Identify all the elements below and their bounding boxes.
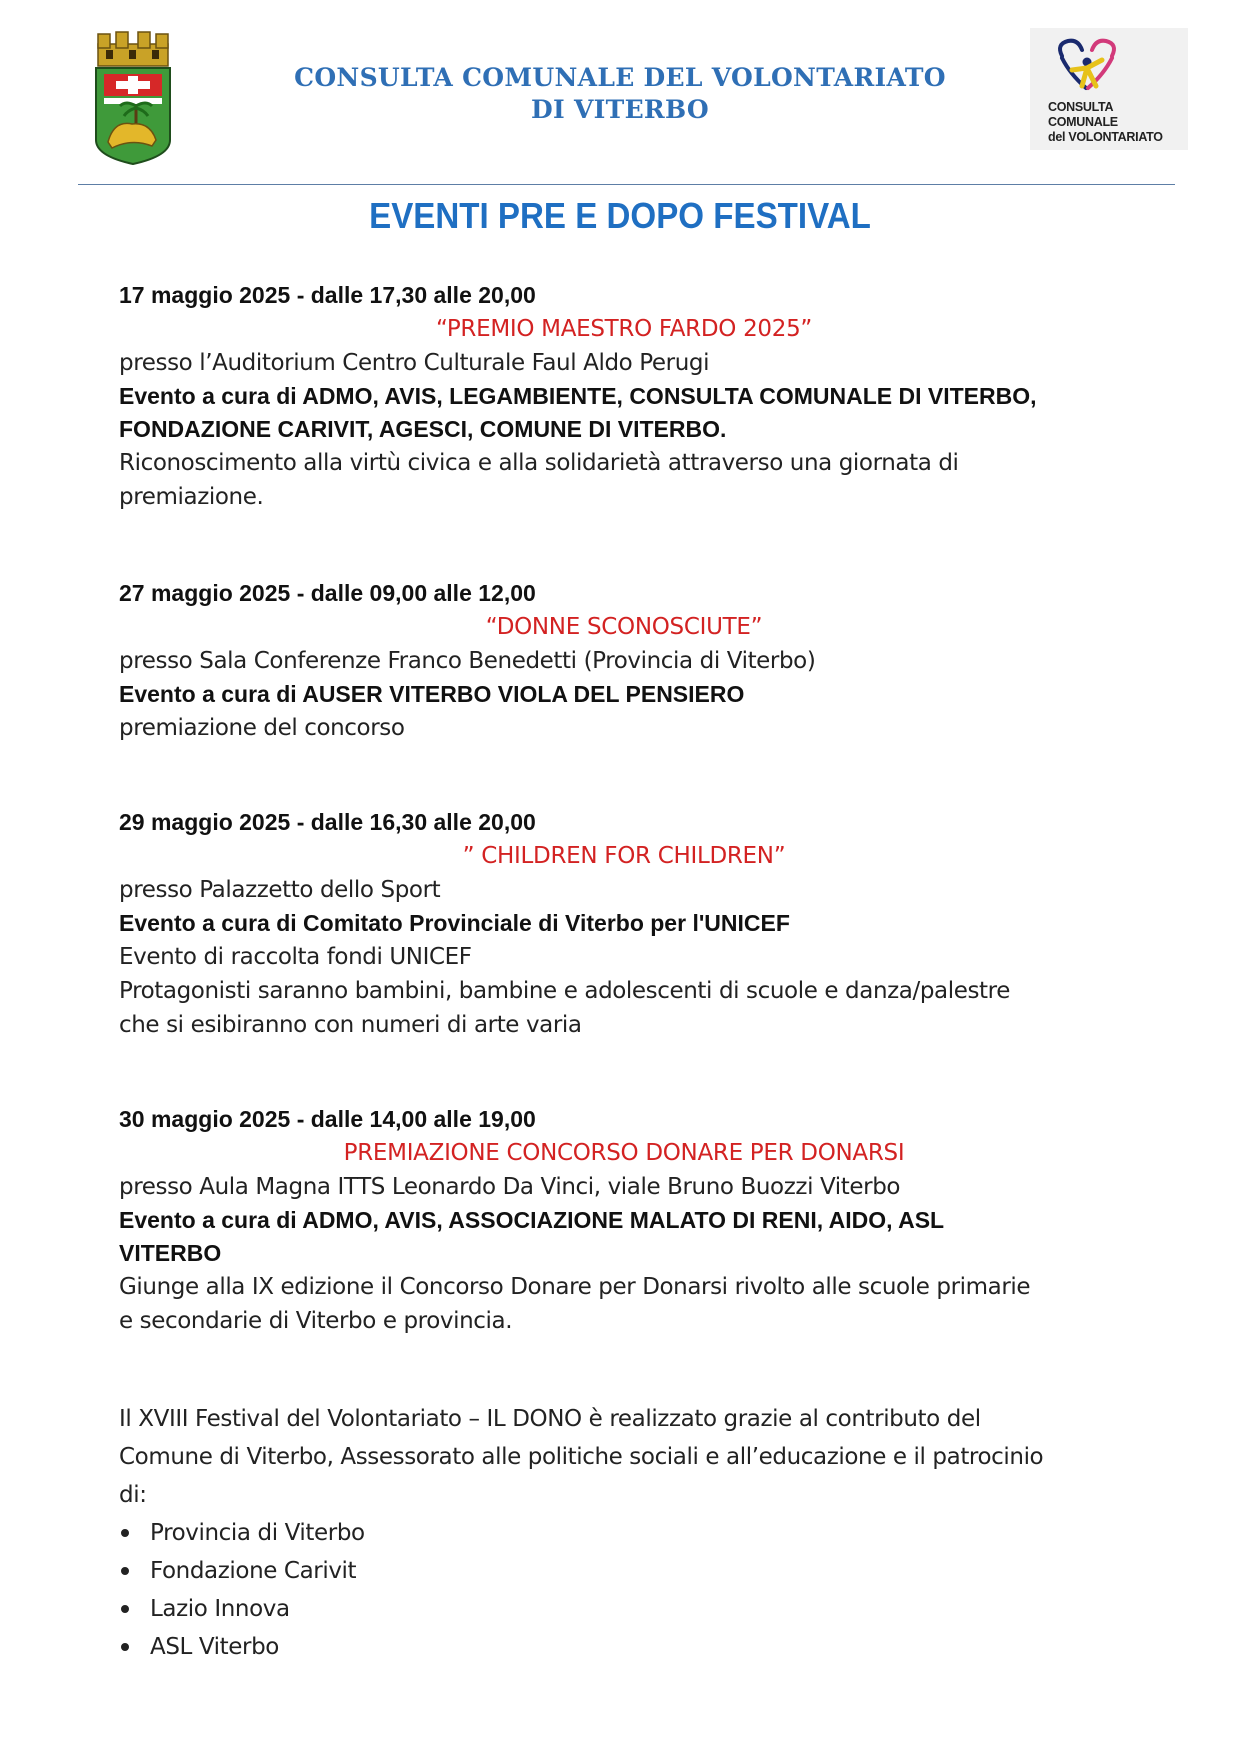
- heart-figure-logo-icon: [1052, 36, 1122, 98]
- organization-name-line2: DI VITERBO: [531, 95, 709, 124]
- closing-line: Comune di Viterbo, Assessorato alle politiche sociali e all’educazione e il patrocinio: [119, 1444, 1044, 1470]
- organization-name-line1: CONSULTA COMUNALE DEL VOLONTARIATO: [294, 63, 946, 92]
- list-item: [119, 1628, 1129, 1666]
- event-description-cont: e secondarie di Viterbo e provincia.: [119, 1308, 513, 1334]
- event-item: [119, 1102, 1129, 1338]
- patron-name: ASL Viterbo: [150, 1634, 279, 1660]
- event-description-cont: premiazione.: [119, 484, 264, 510]
- organization-name: [240, 62, 1000, 126]
- event-organizers: Evento a cura di ADMO, AVIS, ASSOCIAZIONE MALATO DI RENI, AIDO, ASL: [119, 1207, 945, 1233]
- event-description: Riconoscimento alla virtù civica e alla solidarietà attraverso una giornata di: [119, 450, 959, 476]
- event-title: “PREMIO MAESTRO FARDO 2025”: [435, 316, 813, 342]
- event-place: presso l’Auditorium Centro Culturale Faul Aldo Perugi: [119, 350, 710, 376]
- event-place: presso Palazzetto dello Sport: [119, 877, 441, 903]
- event-place: presso Sala Conferenze Franco Benedetti (Provincia di Viterbo): [119, 648, 816, 674]
- event-description-cont: che si esibiranno con numeri di arte varia: [119, 1012, 582, 1038]
- patron-name: Provincia di Viterbo: [150, 1520, 365, 1546]
- event-item: [119, 576, 1129, 745]
- event-date: 29 maggio 2025 - dalle 16,30 alle 20,00: [119, 809, 536, 835]
- event-organizers: Evento a cura di ADMO, AVIS, LEGAMBIENTE, CONSULTA COMUNALE DI VITERBO,: [119, 383, 1037, 409]
- event-place: presso Aula Magna ITTS Leonardo Da Vinci, viale Bruno Buozzi Viterbo: [119, 1174, 901, 1200]
- event-organizers-cont: VITERBO: [119, 1240, 222, 1266]
- event-description: premiazione del concorso: [119, 715, 405, 741]
- event-organizers: Evento a cura di Comitato Provinciale di Viterbo per l'UNICEF: [119, 910, 790, 936]
- patron-name: Fondazione Carivit: [150, 1558, 357, 1584]
- patron-name: Lazio Innova: [150, 1596, 290, 1622]
- list-item: [119, 1514, 1129, 1552]
- consulta-logo: [1030, 28, 1188, 150]
- list-item: [119, 1590, 1129, 1628]
- page-title: EVENTI PRE E DOPO FESTIVAL: [369, 195, 871, 236]
- event-organizers-cont: FONDAZIONE CARIVIT, AGESCI, COMUNE DI VITERBO.: [119, 416, 727, 442]
- event-description: Evento di raccolta fondi UNICEF: [119, 944, 472, 970]
- event-date: 30 maggio 2025 - dalle 14,00 alle 19,00: [119, 1106, 536, 1132]
- logo-caption: [1048, 100, 1183, 145]
- event-date: 17 maggio 2025 - dalle 17,30 alle 20,00: [119, 282, 536, 308]
- event-title: “DONNE SCONOSCIUTE”: [485, 614, 763, 640]
- closing-paragraph: [119, 1400, 1129, 1514]
- bullet-icon: [121, 1529, 129, 1537]
- list-item: [119, 1552, 1129, 1590]
- event-item: [119, 805, 1129, 1042]
- bullet-icon: [121, 1605, 129, 1613]
- event-title: ” CHILDREN FOR CHILDREN”: [462, 843, 786, 869]
- bullet-icon: [121, 1643, 129, 1651]
- bullet-icon: [121, 1567, 129, 1575]
- event-item: [119, 278, 1129, 514]
- event-description: Giunge alla IX edizione il Concorso Donare per Donarsi rivolto alle scuole primarie: [119, 1274, 1031, 1300]
- city-crest-icon: [92, 30, 174, 166]
- event-description-cont: Protagonisti saranno bambini, bambine e adolescenti di scuole e danza/palestre: [119, 978, 1010, 1004]
- header-divider: [78, 184, 1175, 185]
- event-organizers: Evento a cura di AUSER VITERBO VIOLA DEL PENSIERO: [119, 681, 745, 707]
- logo-caption-line1: CONSULTA COMUNALE: [1048, 100, 1118, 129]
- event-title: PREMIAZIONE CONCORSO DONARE PER DONARSI: [343, 1140, 905, 1166]
- patrons-list: [119, 1514, 1129, 1666]
- closing-line: di:: [119, 1482, 147, 1508]
- event-date: 27 maggio 2025 - dalle 09,00 alle 12,00: [119, 580, 536, 606]
- closing-line: Il XVIII Festival del Volontariato – IL DONO è realizzato grazie al contributo del: [119, 1406, 981, 1432]
- logo-caption-line2: del VOLONTARIATO: [1048, 130, 1163, 144]
- events-list: [119, 278, 1129, 1666]
